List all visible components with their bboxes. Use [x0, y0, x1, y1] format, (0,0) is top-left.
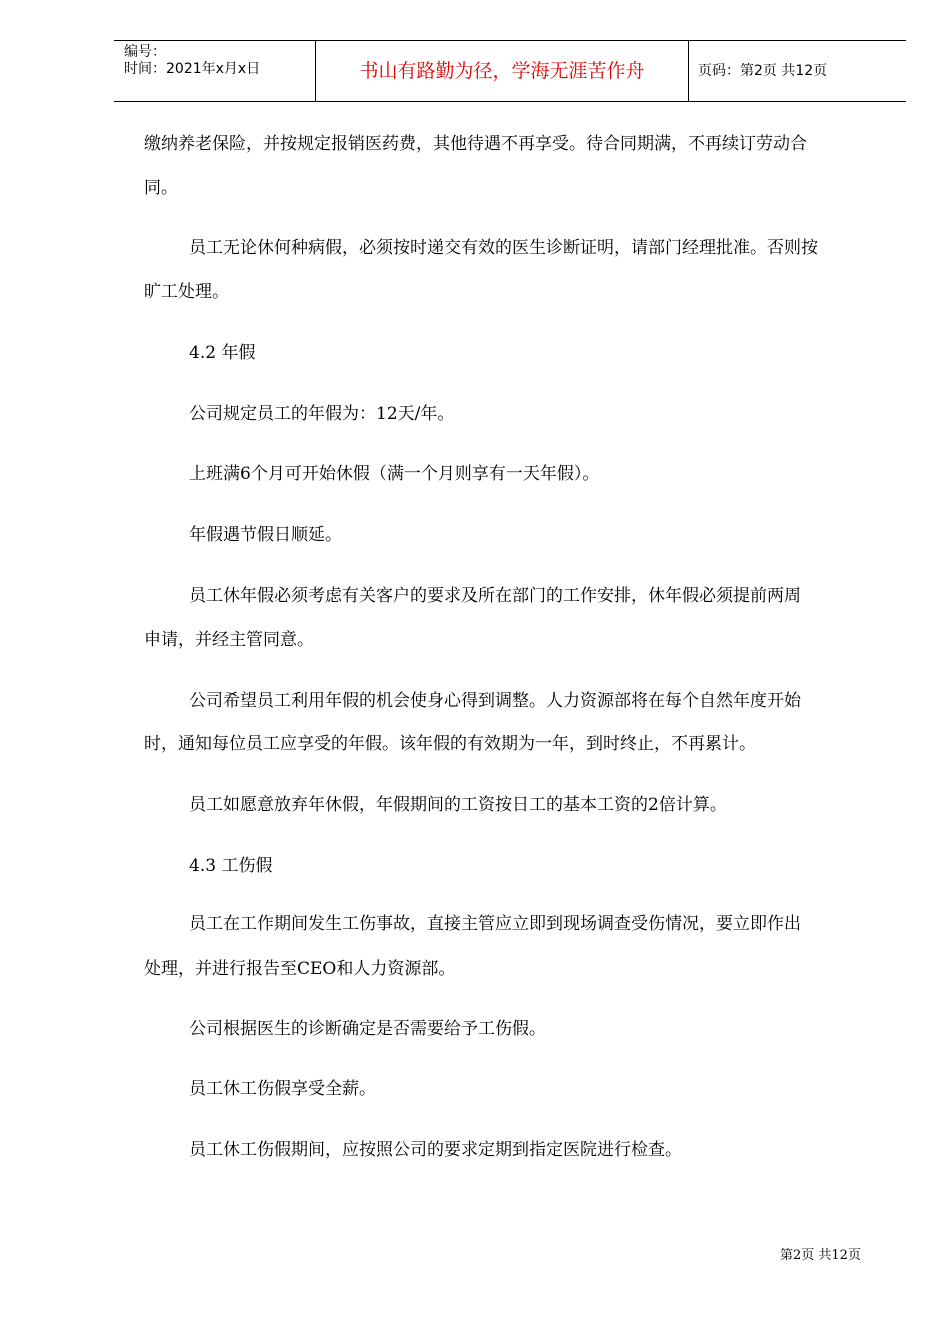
body-line: 员工休年假必须考虑有关客户的要求及所在部门的工作安排，休年假必须提前两周 — [189, 586, 801, 606]
body-line: 员工无论休何种病假，必须按时递交有效的医生诊断证明，请部门经理批准。否则按 — [189, 238, 818, 258]
header-page-cell — [689, 41, 906, 101]
page-footer: 第2页 共12页 — [780, 1248, 861, 1263]
body-line: 公司规定员工的年假为：12天/年。 — [189, 404, 455, 424]
body-line: 申请，并经主管同意。 — [144, 630, 314, 650]
header-motto: 书山有路勤为径，学海无涯苦作舟 — [359, 60, 645, 82]
body-line: 旷工处理。 — [144, 282, 229, 302]
section-heading: 4.2 年假 — [189, 343, 256, 363]
header-motto-cell — [316, 41, 689, 101]
body-line: 年假遇节假日顺延。 — [189, 525, 342, 545]
body-line: 上班满6个月可开始休假（满一个月则享有一天年假）。 — [189, 464, 600, 484]
body-line: 同。 — [144, 178, 178, 198]
body-line: 缴纳养老保险，并按规定报销医药费，其他待遇不再享受。待合同期满，不再续订劳动合 — [144, 134, 807, 154]
body-line: 公司根据医生的诊断确定是否需要给予工伤假。 — [189, 1019, 546, 1039]
body-line: 公司希望员工利用年假的机会使身心得到调整。人力资源部将在每个自然年度开始 — [189, 691, 801, 711]
body-line: 时，通知每位员工应享受的年假。该年假的有效期为一年，到时终止，不再累计。 — [144, 734, 756, 754]
body-line: 员工休工伤假享受全薪。 — [189, 1079, 376, 1099]
body-line: 员工休工伤假期间，应按照公司的要求定期到指定医院进行检查。 — [189, 1140, 682, 1160]
body-line: 员工如愿意放弃年休假，年假期间的工资按日工的基本工资的2倍计算。 — [189, 795, 727, 815]
section-heading: 4.3 工伤假 — [189, 856, 273, 876]
body-line: 处理，并进行报告至CEO和人力资源部。 — [144, 959, 456, 979]
document-date-label: 时间：2021年x月x日 — [124, 61, 261, 77]
header-meta-cell — [114, 41, 316, 101]
header-page-info: 页码：第2页 共12页 — [698, 63, 828, 79]
page-header — [114, 40, 906, 102]
document-number-label: 编号： — [124, 44, 166, 60]
body-line: 员工在工作期间发生工伤事故，直接主管应立即到现场调查受伤情况，要立即作出 — [189, 914, 801, 934]
